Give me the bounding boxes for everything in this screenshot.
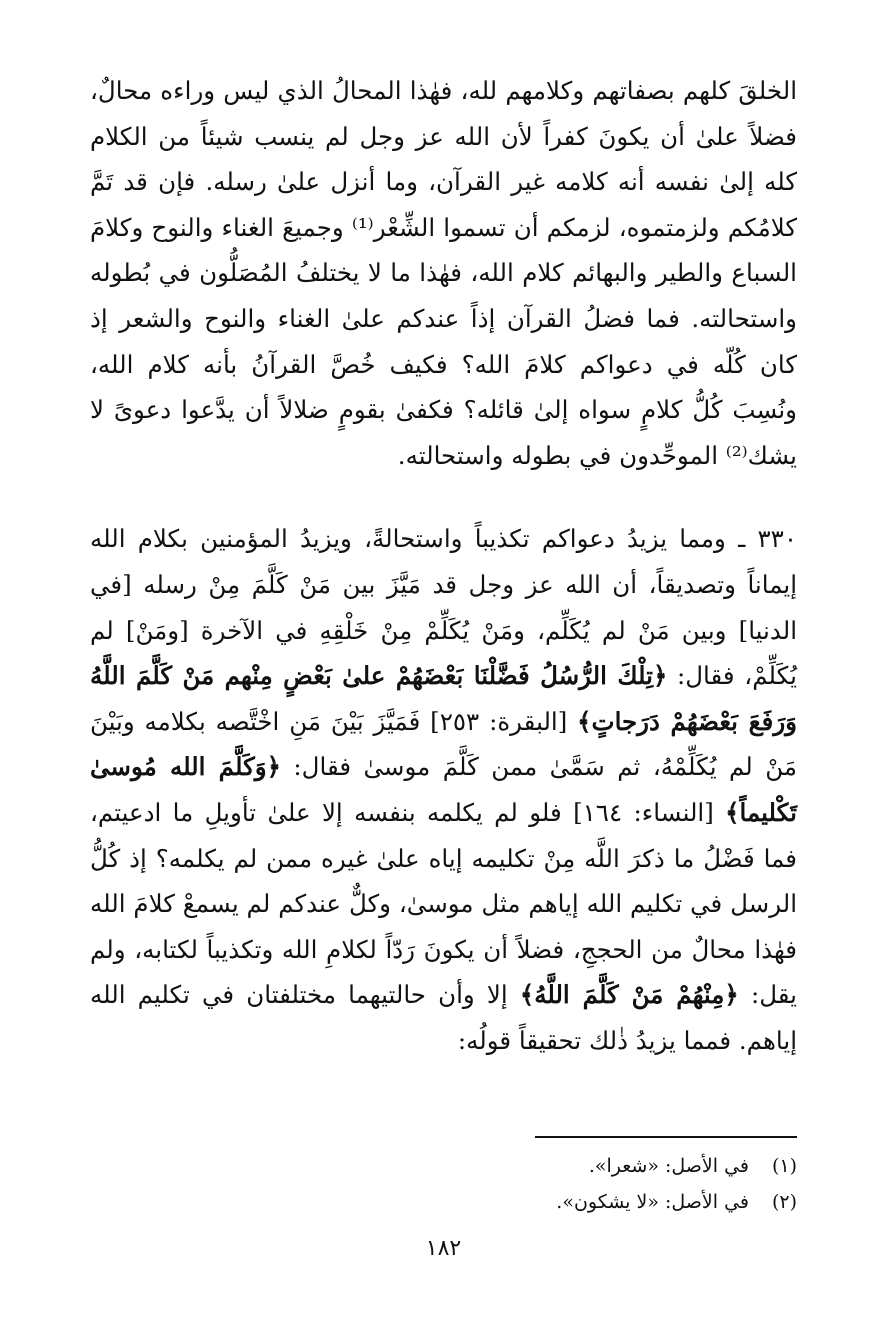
paragraph-2-intro: ٣٣٠ ـ ومما يزيدُ دعواكم تكذيباً واستحالةً، ويزيدُ المؤمنين بكلام الله إيماناً وتصديقاً، أن الله عز وجل قد مَيَّزَ بين مَنْ كَلَّمَ مِنْ رسله [في الدنيا] وبين مَنْ لم يُكَلِّم، ومَنْ يُكَلِّمْ مِنْ خَلْقِهِ في الآخرة [ومَنْ] لم يُكَلِّمْ، فقال: — [90, 524, 797, 691]
page-body — [90, 68, 797, 1063]
paragraph-1: الخلقَ كلهم بصفاتهم وكلامهم لله، فهٰذا المحالُ الذي ليس وراءه محالٌ، فضلاً علىٰ أن يكونَ كفراً لأن الله عز وجل لم ينسب شيئاً من الكلام كله إلىٰ نفسه أنه كلامه غير القرآن، وما أنزل علىٰ رسله. فإن قد تَمَّ كلامُكم ولزمتموه، لزمكم أن تسموا الشِّعْر⁽¹⁾ وجميعَ الغناء والنوح وكلامَ السباع والطير والبهائم كلام الله، فهٰذا ما لا يختلفُ المُصَلُّون في بُطوله واستحالته. فما فضلُ القرآن إذاً عندكم علىٰ الغناء والنوح والشعر إذ كان كُلّه في دعواكم كلامَ الله؟ فكيف خُصَّ القرآنُ بأنه كلام الله، ونُسِبَ كُلُّ كلامٍ سواه إلىٰ قائله؟ فكفىٰ بقومٍ ضلالاً أن يدَّعوا دعوىً لا يشك⁽²⁾ الموحِّدون في بطوله واستحالته. — [90, 76, 797, 470]
footnote-2 — [90, 1184, 797, 1220]
quran-verse-minhum: ﴿مِنْهُمْ مَنْ كَلَّمَ اللَّهُ﴾ — [519, 980, 739, 1010]
page-number: ١٨٢ — [425, 1236, 462, 1261]
footnote-number: (١) — [771, 1155, 797, 1177]
quran-verse-nisa: ﴿وَكَلَّمَ الله مُوسىٰ تَكْليماً﴾ — [90, 752, 797, 827]
footnote-text: في الأصل: «شعرا». — [588, 1155, 749, 1177]
quran-verse-baqarah: ﴿تِلْكَ الرُّسُلُ فَضَّلْنَا بَعْضَهُمْ علىٰ بَعْضٍ مِنْهم مَنْ كَلَّمَ اللَّهُ وَرَفَعَ بَعْضَهُمْ دَرَجاتٍ﴾ — [90, 661, 798, 736]
footnote-number: (٢) — [771, 1191, 797, 1213]
paragraph-2-argument: [النساء: ١٦٤] فلو لم يكلمه بنفسه إلا علىٰ تأويلِ ما ادعيتم، فما فَضْلُ ما ذكرَ اللَّه مِنْ تكليمه إياه علىٰ غيره ممن لم يكلمه؟ إذ كُلُّ الرسل في تكليم الله إياهم مثل موسىٰ، وكلٌّ عندكم لم يسمعْ كلامَ الله فهٰذا محالٌ من الحججِ، فضلاً أن يكونَ رَدّاً لكلامِ الله وتكذيباً لكتابه، ولم يقل: — [90, 797, 797, 1010]
footnote-divider — [535, 1136, 797, 1138]
footnotes — [90, 1136, 797, 1220]
paragraph-spacer — [90, 478, 797, 516]
footnote-text: في الأصل: «لا يشكون». — [556, 1191, 749, 1213]
footnote-1 — [90, 1148, 797, 1184]
paragraph-2 — [90, 516, 797, 1063]
paragraph-2-middle: [البقرة: ٢٥٣] فَمَيَّزَ بَيْنَ مَنِ اخْتَّصه بكلامه وبَيْنَ مَنْ لم يُكَلِّمْهُ، ثم سَمَّىٰ ممن كَلَّمَ موسىٰ فقال: — [90, 706, 797, 782]
paragraph-2-ending: إلا وأن حالتيهما مختلفتان في تكليم الله إياهم. فمما يزيدُ ذٰلك تحقيقاً قولُه: — [90, 980, 797, 1055]
